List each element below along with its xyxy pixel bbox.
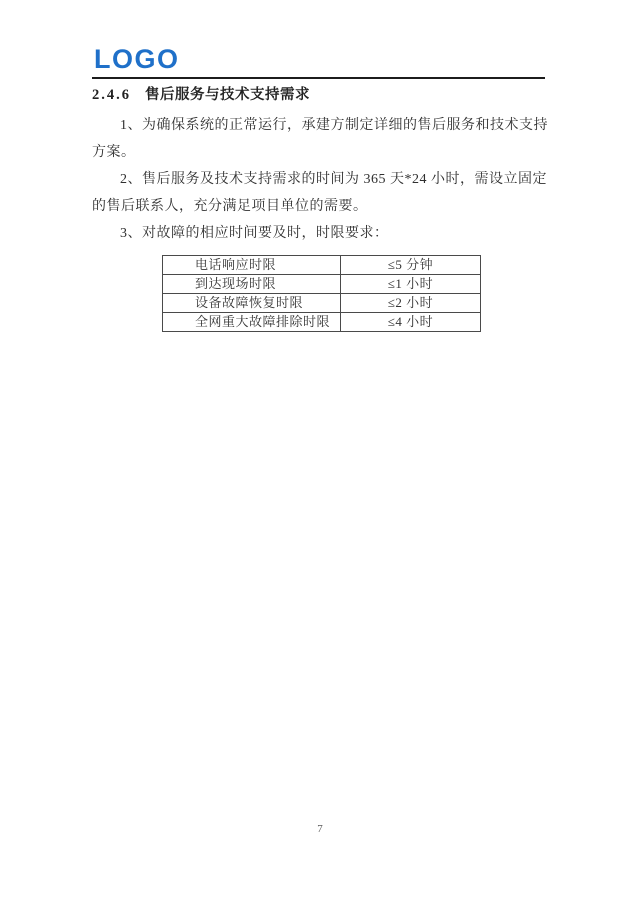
body-text — [92, 112, 548, 247]
response-time-table — [162, 255, 481, 332]
section-title: 售后服务与技术支持需求 — [145, 87, 310, 103]
table-row — [163, 294, 481, 313]
paragraph-1: 1、为确保系统的正常运行，承建方制定详细的售后服务和技术支持方案。 — [92, 118, 548, 160]
company-logo: LOGO — [94, 44, 180, 74]
table-row — [163, 275, 481, 294]
table-cell-limit: ≤1 小时 — [341, 275, 481, 294]
section-heading — [92, 83, 310, 104]
table-cell-item: 电话响应时限 — [163, 256, 341, 275]
table-row — [163, 256, 481, 275]
header-divider — [92, 77, 545, 79]
table-cell-limit: ≤2 小时 — [341, 294, 481, 313]
table-cell-item: 到达现场时限 — [163, 275, 341, 294]
table-cell-item: 设备故障恢复时限 — [163, 294, 341, 313]
paragraph-3: 3、对故障的相应时间要及时，时限要求： — [120, 226, 389, 241]
section-number: 2.4.6 — [92, 87, 131, 103]
page-number: 7 — [317, 823, 323, 835]
table-cell-limit: ≤5 分钟 — [341, 256, 481, 275]
paragraph-2: 2、售后服务及技术支持需求的时间为 365 天*24 小时，需设立固定的售后联系人，充分满足项目单位的需要。 — [92, 172, 547, 214]
table-cell-item: 全网重大故障排除时限 — [163, 313, 341, 332]
table-cell-limit: ≤4 小时 — [341, 313, 481, 332]
table-row — [163, 313, 481, 332]
